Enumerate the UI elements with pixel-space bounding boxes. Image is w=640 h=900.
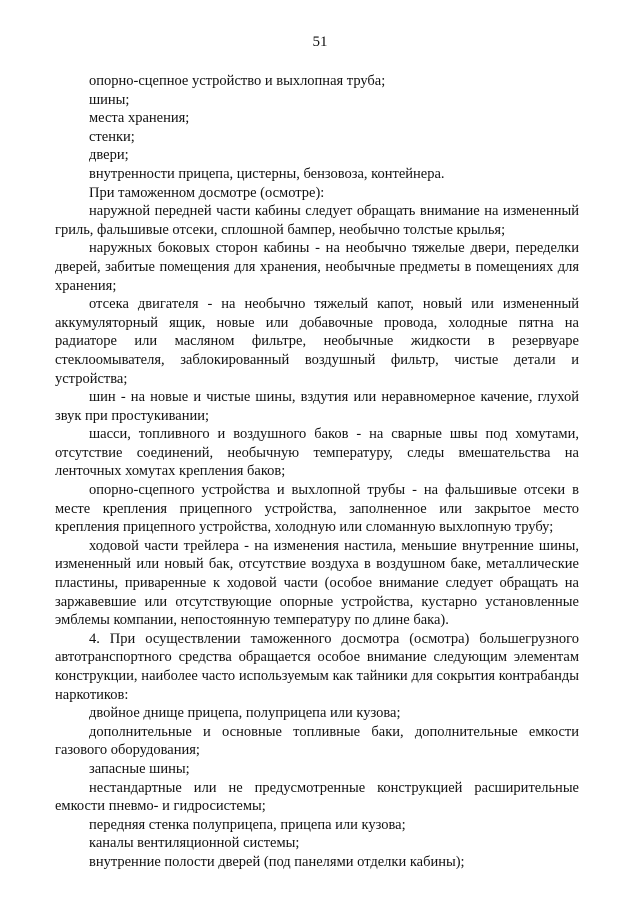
paragraph: двери; [89, 147, 129, 164]
paragraph: ходовой части трейлера - на изменения настила, меньшие внутренние шины, измененный или новый бак, отсутствие воздуха в воздушном баке, металлические пластины, приваренные к ходовой части (особое внимание следует обращать на заржавевшие или отсутствующие опорные устройства, кустарно установленные эмблемы компании, непостоянную температуру по длине бака). [55, 537, 579, 629]
paragraph: запасные шины; [89, 760, 190, 777]
paragraph: каналы вентиляционной системы; [89, 835, 300, 852]
paragraph: наружной передней части кабины следует обращать внимание на измененный гриль, фальшивые отсеки, сплошной бампер, необычно толстые крылья; [55, 203, 579, 238]
paragraph: двойное днище прицепа, полуприцепа или кузова; [89, 705, 401, 722]
paragraph: наружных боковых сторон кабины - на необычно тяжелые двери, переделки дверей, забитые помещения для хранения, необычные предметы в помещениях для хранения; [55, 240, 579, 294]
paragraph: нестандартные или не предусмотренные конструкцией расширительные емкости пневмо- и гидросистемы; [55, 779, 579, 815]
paragraph: При таможенном досмотре (осмотре): [89, 184, 325, 201]
paragraph: передняя стенка полуприцепа, прицепа или кузова; [89, 816, 406, 833]
paragraph: отсека двигателя - на необычно тяжелый капот, новый или измененный аккумуляторный ящик, новые или добавочные провода, холодные пятна на радиаторе или масляном фильтре, необычные жидкости в резервуаре стеклоомывателя, заблокированный воздушный фильтр, чистые детали и устройства; [55, 296, 579, 387]
document-body [55, 72, 579, 872]
paragraph: внутренние полости дверей (под панелями отделки кабины); [89, 853, 465, 870]
paragraph: 4. При осуществлении таможенного досмотра (осмотра) большегрузного автотранспортного средства обращается особое внимание следующим элементам конструкции, наиболее часто используемым как тайники для сокрытия контрабанды наркотиков: [55, 630, 579, 703]
paragraph: шасси, топливного и воздушного баков - на сварные швы под хомутами, отсутствие соединений, необычную температуру, следы вмешательства на ленточных хомутах крепления баков; [55, 426, 579, 480]
paragraph: шины; [89, 91, 130, 108]
paragraph: стенки; [89, 128, 135, 145]
page-number: 51 [312, 34, 328, 50]
paragraph: опорно-сцепного устройства и выхлопной трубы - на фальшивые отсеки в месте крепления прицепного устройства, заполненное или закрытое место крепления прицепного устройства, холодную или сломанную выхлопную трубу; [55, 482, 579, 536]
paragraph: опорно-сцепное устройство и выхлопная труба; [89, 73, 386, 89]
paragraph: шин - на новые и чистые шины, вздутия или неравномерное качение, глухой звук при простукивании; [55, 389, 579, 424]
paragraph: внутренности прицепа, цистерны, бензовоза, контейнера. [89, 165, 445, 182]
paragraph: места хранения; [89, 110, 190, 127]
paragraph: дополнительные и основные топливные баки, дополнительные емкости газового оборудования; [55, 723, 579, 759]
